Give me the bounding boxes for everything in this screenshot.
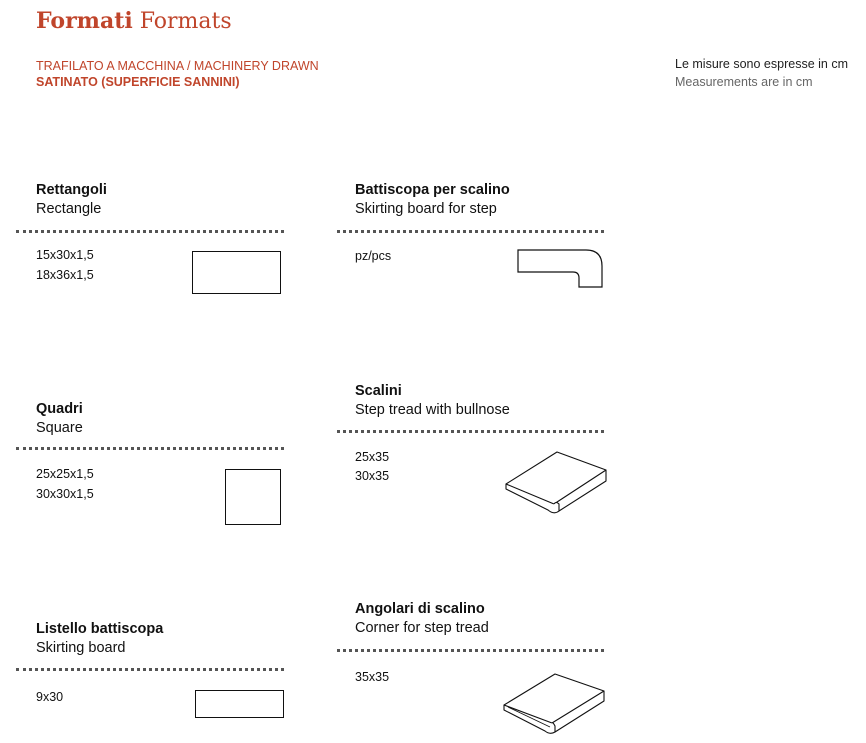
section-subtitle-rectangle: Rectangle (36, 201, 102, 217)
rectangle-shape-icon (192, 251, 281, 294)
size-item: 25x35 (355, 450, 390, 464)
section-subtitle-step-skirting: Skirting board for step (355, 201, 497, 217)
size-item: 25x25x1,5 (36, 467, 94, 481)
step-tread-bullnose-icon (502, 448, 608, 516)
section-divider (16, 230, 284, 233)
step-skirting-profile-icon (516, 248, 606, 290)
section-title-quadri: Quadri (36, 401, 83, 417)
size-item: pz/pcs (355, 249, 392, 263)
section-subtitle-skirting: Skirting board (36, 640, 126, 656)
size-item: 15x30x1,5 (36, 248, 94, 262)
page-title (36, 8, 232, 34)
title-english: Formats (139, 9, 232, 34)
square-shape-icon (225, 469, 281, 525)
section-subtitle-step-tread: Step tread with bullnose (355, 402, 510, 418)
section-divider (16, 447, 284, 450)
section-divider (16, 668, 284, 671)
section-title-scalini: Scalini (355, 383, 402, 399)
size-item: 9x30 (36, 690, 64, 704)
title-italian: Formati (36, 8, 133, 34)
section-subtitle-square: Square (36, 420, 83, 436)
section-title-battiscopa-scalino: Battiscopa per scalino (355, 182, 510, 198)
section-title-angolari: Angolari di scalino (355, 601, 485, 617)
section-divider (337, 649, 604, 652)
section-divider (337, 430, 604, 433)
size-item: 18x36x1,5 (36, 268, 94, 282)
measure-note-italian: Le misure sono espresse in cm (675, 57, 848, 71)
corner-step-tread-icon (500, 671, 608, 739)
section-divider (337, 230, 604, 233)
skirting-board-shape-icon (195, 690, 284, 718)
subtitle-finish: SATINATO (SUPERFICIE SANNINI) (36, 75, 240, 89)
measure-note-english: Measurements are in cm (675, 75, 813, 89)
section-subtitle-corner-step: Corner for step tread (355, 620, 489, 636)
section-title-listello: Listello battiscopa (36, 621, 164, 637)
size-item: 35x35 (355, 670, 390, 684)
section-title-rettangoli: Rettangoli (36, 182, 107, 198)
subtitle-production: TRAFILATO A MACCHINA / MACHINERY DRAWN (36, 59, 319, 73)
size-item: 30x35 (355, 469, 390, 483)
size-item: 30x30x1,5 (36, 487, 94, 501)
